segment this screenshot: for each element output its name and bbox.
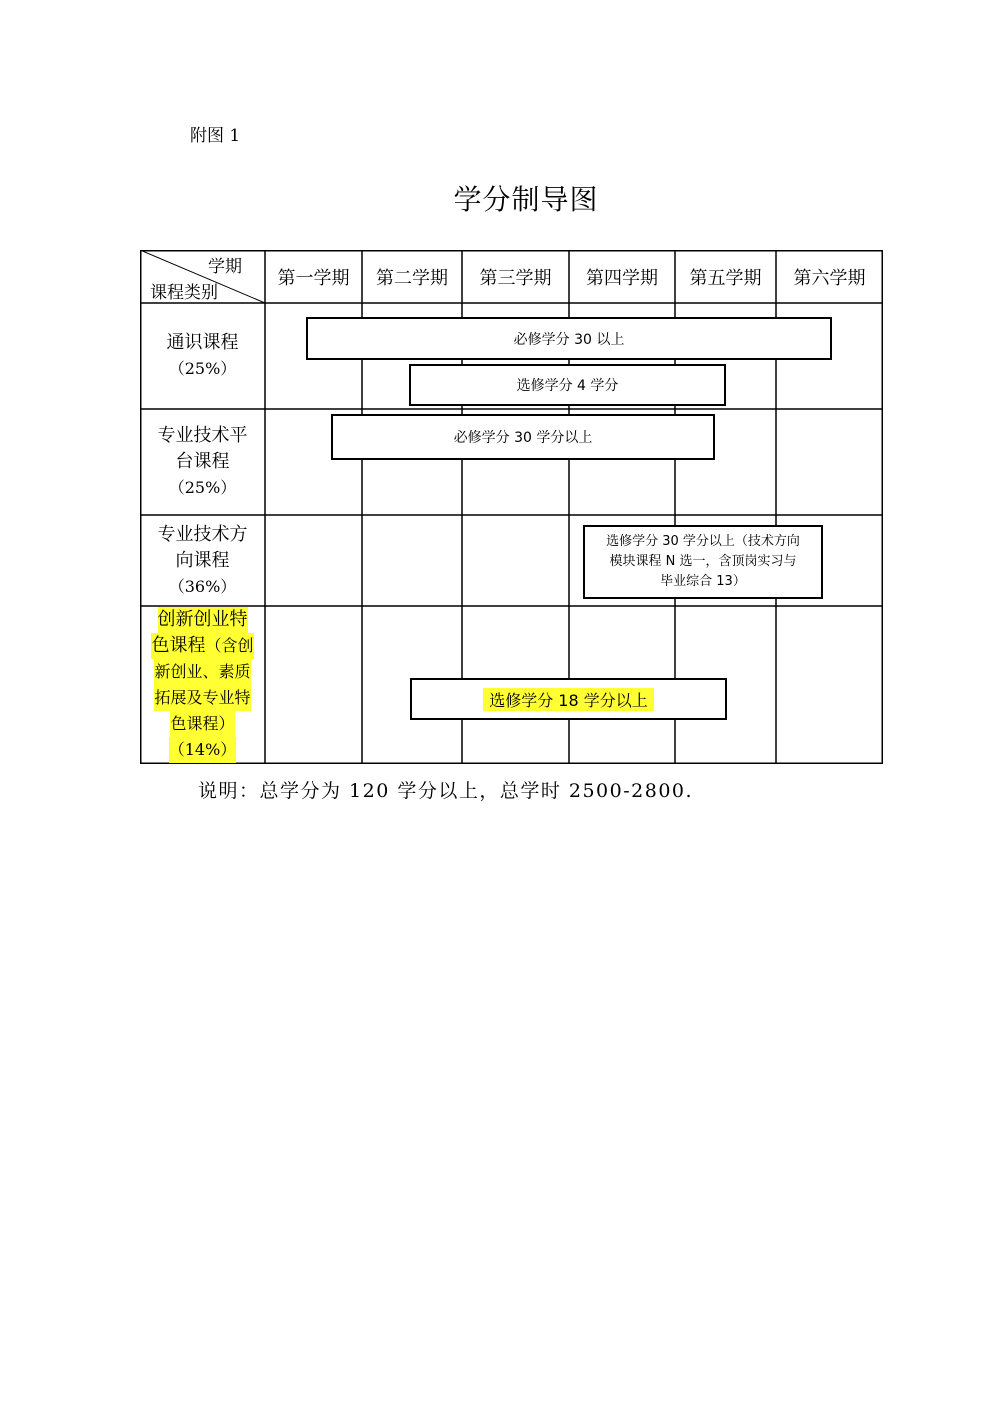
row-percent: （25%）	[168, 478, 237, 497]
row-name-line-5: 色课程）	[170, 711, 234, 737]
row-name-line-2: 向课程	[175, 549, 230, 571]
explanation-note: 说明：总学分为 120 学分以上，总学时 2500-2800.	[198, 780, 694, 802]
credit-bar-general-elective: 选修学分 4 学分	[409, 364, 726, 406]
credit-bar-innovation-elective: 选修学分 18 学分以上	[410, 678, 727, 720]
row-name-line-2: 台课程	[175, 451, 230, 472]
row-name-line-1: 专业技术平	[157, 425, 248, 446]
credit-bar-platform-required: 必修学分 30 学分以上	[331, 414, 715, 460]
row-name-line-4: 拓展及专业特	[154, 685, 250, 711]
row-name-line-1: 创新创业特	[158, 607, 248, 633]
credit-bar-direction-elective: 选修学分 30 学分以上（技术方向 模块课程 N 选一，含顶岗实习与 毕业综合 13）	[583, 525, 823, 599]
row-name-line-3: 新创业、素质	[154, 659, 250, 685]
row-label-direction	[140, 515, 265, 606]
corner-category-label: 课程类别	[150, 283, 218, 303]
credit-bar-general-required: 必修学分 30 以上	[306, 317, 832, 360]
credit-guide-table	[140, 250, 883, 764]
semester-header-4: 第四学期	[586, 267, 658, 289]
row-percent: （36%）	[168, 576, 237, 596]
row-label-general	[140, 303, 265, 409]
row-name-line-1: 专业技术方	[157, 523, 248, 545]
row-name: 通识课程	[166, 332, 239, 353]
semester-header-2: 第二学期	[376, 267, 448, 289]
row-percent: （14%）	[169, 737, 237, 763]
row-label-platform	[140, 409, 265, 515]
semester-header-3: 第三学期	[479, 267, 552, 289]
semester-header-5: 第五学期	[689, 267, 762, 289]
figure-label: 附图 1	[190, 126, 241, 146]
semester-header-1: 第一学期	[277, 267, 350, 289]
row-percent: （25%）	[168, 359, 237, 378]
page-title: 学分制导图	[453, 183, 599, 216]
semester-header-6: 第六学期	[793, 267, 866, 289]
row-name-line-2: 色课程（含创	[151, 633, 253, 659]
corner-semester-label: 学期	[208, 257, 242, 277]
row-label-innovation	[140, 606, 265, 764]
